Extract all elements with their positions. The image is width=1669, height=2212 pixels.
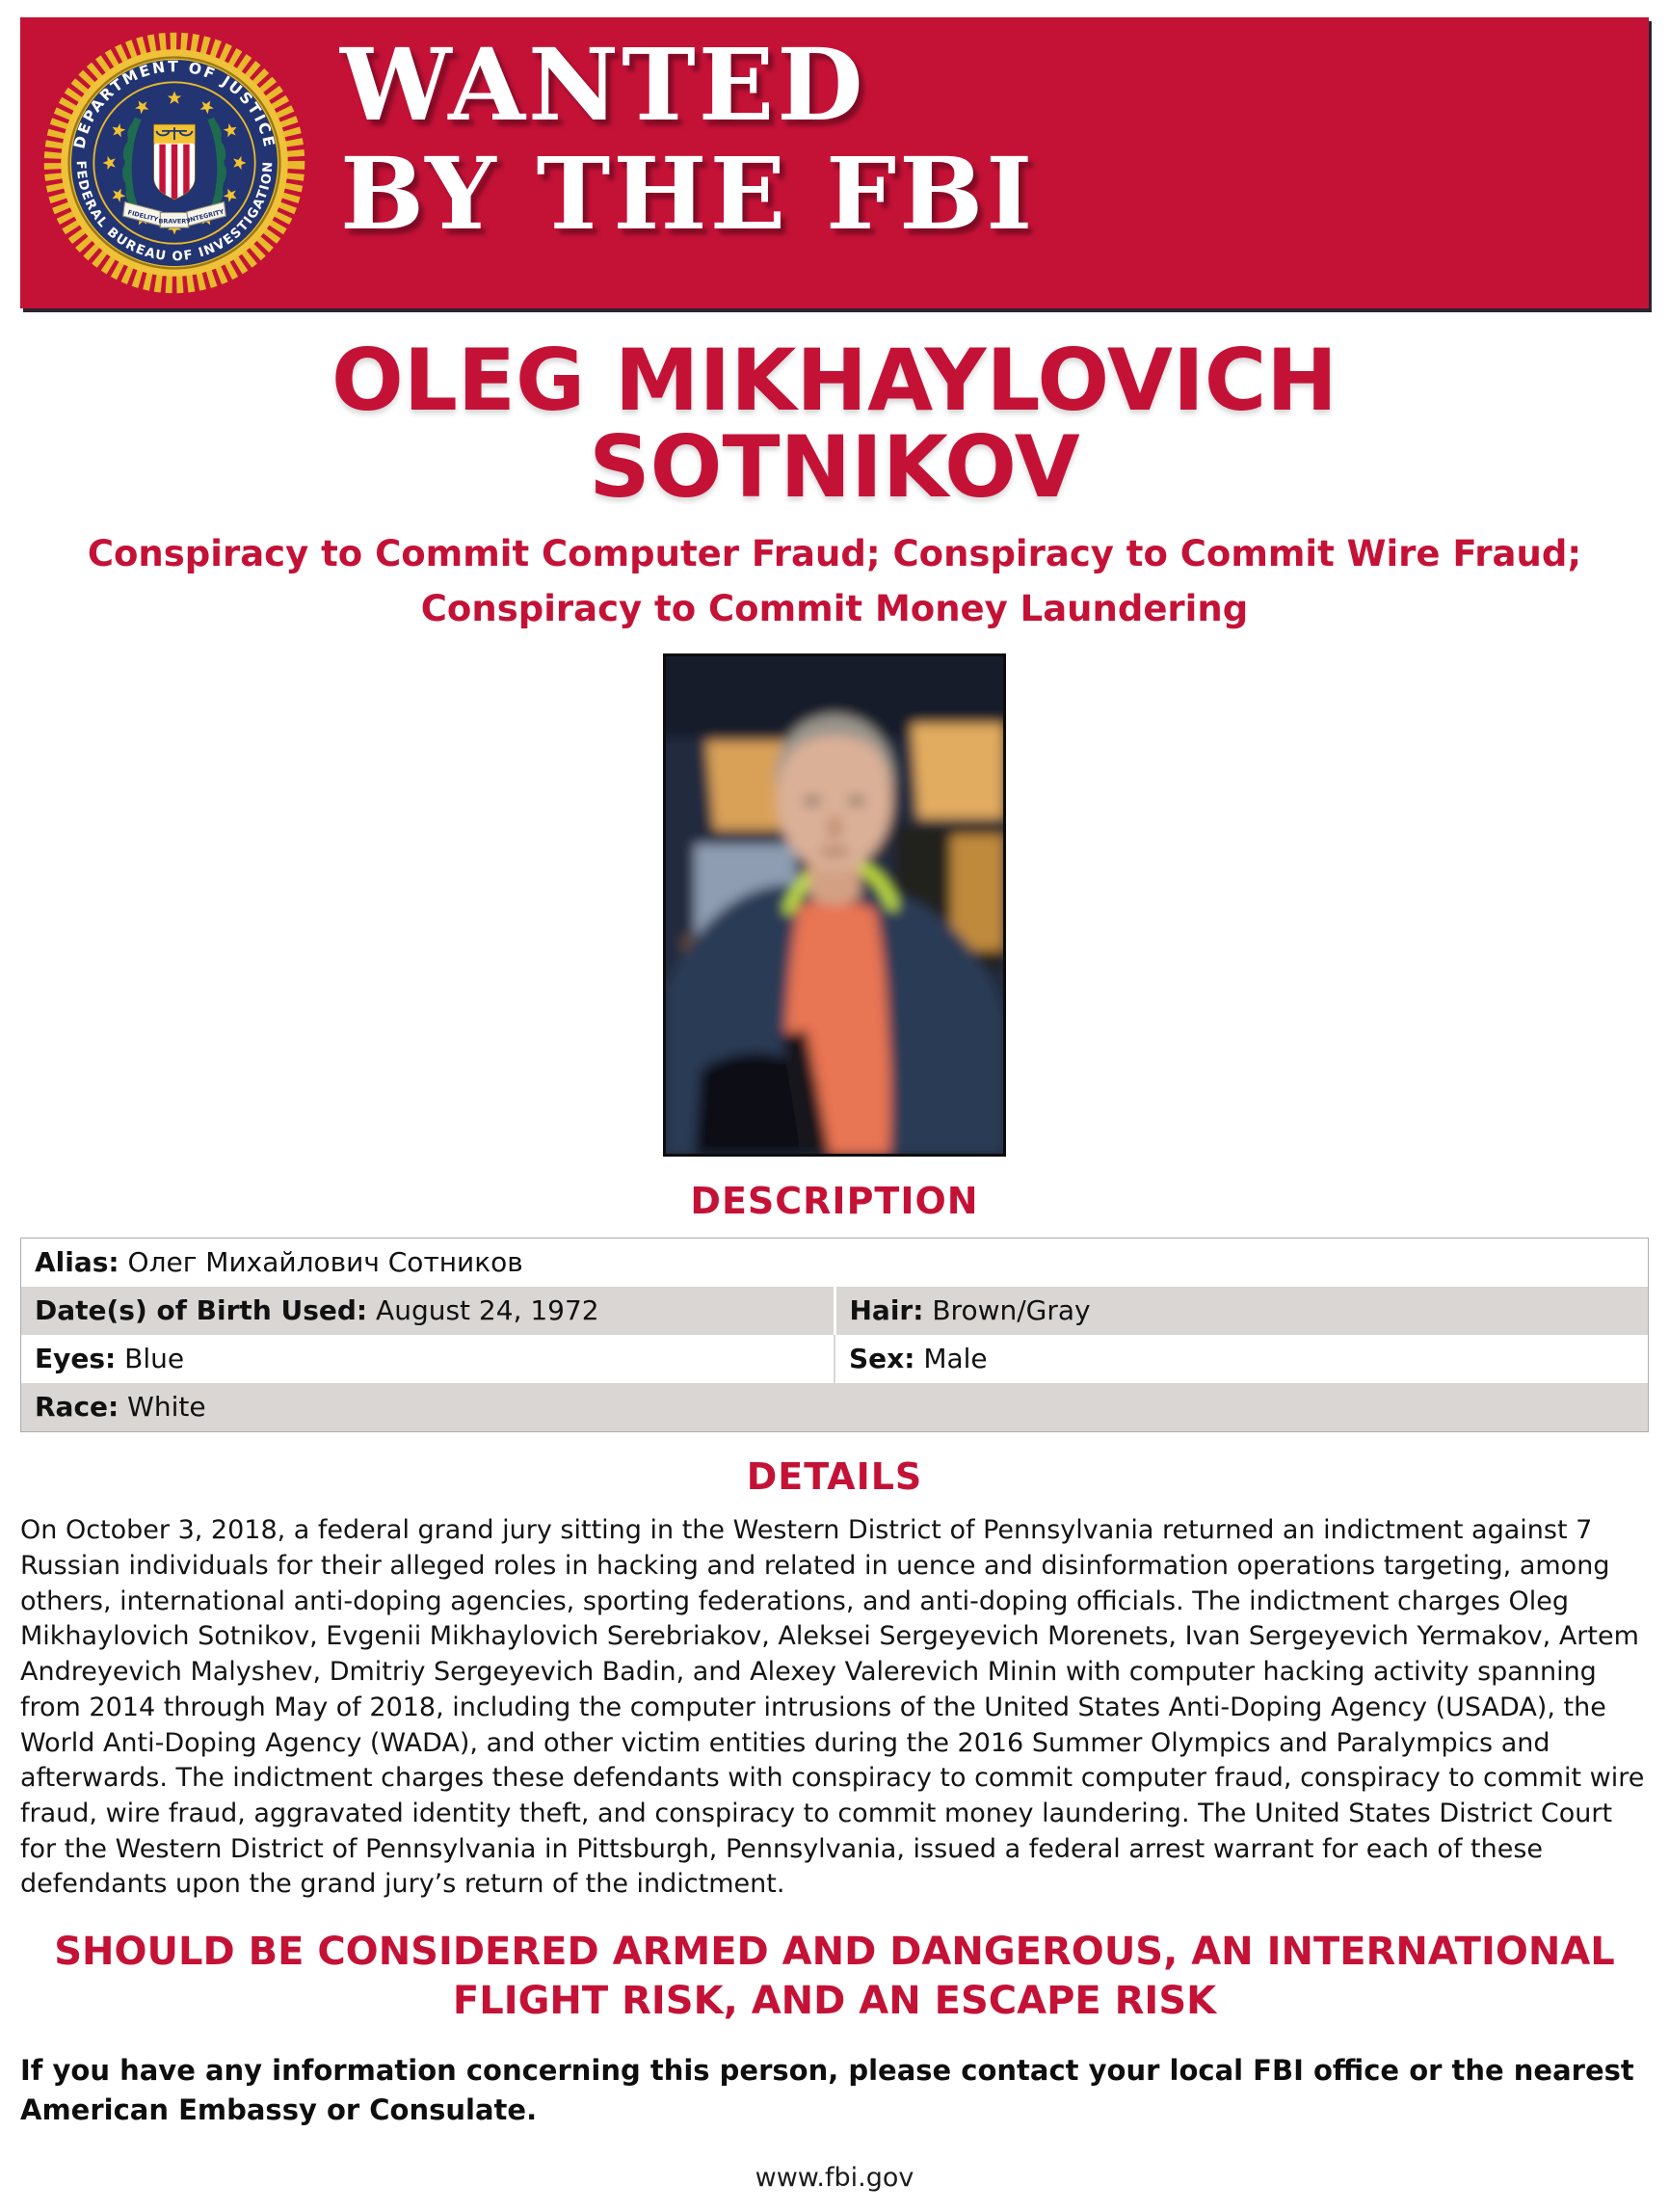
field-alias-label: Alias:: [35, 1246, 119, 1279]
seal-ribbon-word-bravery: BRAVERY: [158, 217, 191, 226]
field-sex-label: Sex:: [849, 1343, 915, 1375]
field-eyes-value: Blue: [124, 1343, 185, 1375]
table-row-dob-hair: [21, 1287, 1649, 1335]
field-dob: [21, 1287, 835, 1335]
banner-title-line1: WANTED: [340, 27, 866, 144]
field-sex-value: Male: [923, 1343, 988, 1375]
details-body: On October 3, 2018, a federal grand jury sitting in the Western District of Pennsylvania returned an indictment against 7 Russian individuals for their alleged roles in hacking and related in uence and disinformation operations targeting, among others, international anti-doping agencies, sporting federations, and anti-doping officials. The indictment charges Oleg Mikhaylovich Sotnikov, Evgenii Mikhaylovich Serebriakov, Aleksei Sergeyevich Morenets, Ivan Sergeyevich Yermakov, Artem Andreyevich Malyshev, Dmitriy Sergeyevich Badin, and Alexey Valerevich Minin with computer hacking activity spanning from 2014 through May of 2018, including the computer intrusions of the United States Anti-Doping Agency (USADA), the World Anti-Doping Agency (WADA), and other victim entities during the 2016 Summer Olympics and Paralympics and afterwards. The indictment charges these defendants with conspiracy to commit computer fraud, conspiracy to commit wire fraud, wire fraud, aggravated identity theft, and conspiracy to commit money laundering. The United States District Court for the Western District of Pennsylvania in Pittsburgh, Pennsylvania, issued a federal arrest warrant for each of these defendants upon the grand jury’s return of the indictment.: [20, 1515, 1645, 1900]
subject-photo: [663, 653, 1006, 1157]
field-alias: [21, 1239, 1649, 1288]
banner-title-line2: BY THE FBI: [340, 136, 1036, 253]
field-hair: [834, 1287, 1649, 1335]
seal-shield-icon: [154, 124, 195, 201]
subject-name: OLEG MIKHAYLOVICH SOTNIKOV: [331, 331, 1338, 517]
table-row-race: [21, 1383, 1649, 1432]
fbi-seal-icon: [41, 30, 307, 296]
seal-ribbon-word-fidelity: FIDELITY: [126, 208, 159, 224]
field-dob-label: Date(s) of Birth Used:: [35, 1294, 368, 1327]
field-race-value: White: [127, 1391, 206, 1424]
details-heading: DETAILS: [746, 1455, 923, 1499]
subject-photo-image: [666, 656, 1003, 1154]
seal-bottom-text: FEDERAL BUREAU OF INVESTIGATION: [72, 160, 277, 265]
field-race-label: Race:: [35, 1391, 119, 1424]
fbi-banner: [20, 17, 1649, 308]
armed-dangerous-warning: SHOULD BE CONSIDERED ARMED AND DANGEROUS, AN INTERNATIONAL FLIGHT RISK, AND AN ESCAPE RISK: [54, 1930, 1615, 2024]
banner-title: [340, 27, 1036, 253]
seal-top-text: DEPARTMENT OF JUSTICE: [69, 57, 279, 151]
field-eyes: [21, 1335, 835, 1383]
field-hair-value: Brown/Gray: [932, 1294, 1091, 1327]
fbi-gov-url: www.fbi.gov: [755, 2162, 914, 2193]
table-row-eyes-sex: [21, 1335, 1649, 1383]
description-heading: DESCRIPTION: [690, 1180, 979, 1223]
field-sex: [834, 1335, 1649, 1383]
field-race: [21, 1383, 1649, 1432]
field-alias-value: Олег Михайлович Сотников: [127, 1246, 523, 1279]
description-table: [20, 1238, 1649, 1432]
field-dob-value: August 24, 1972: [376, 1294, 599, 1327]
contact-instructions: If you have any information concerning this person, please contact your local FBI office or the nearest American Embassy or Consulate.: [20, 2054, 1634, 2127]
field-eyes-label: Eyes:: [35, 1343, 117, 1375]
seal-ribbon-word-integrity: INTEGRITY: [187, 207, 225, 225]
table-row-alias: [21, 1239, 1649, 1288]
subject-charges: Conspiracy to Commit Computer Fraud; Conspiracy to Commit Wire Fraud; Conspiracy to Commit Money Laundering: [87, 532, 1582, 629]
field-hair-label: Hair:: [849, 1294, 924, 1327]
